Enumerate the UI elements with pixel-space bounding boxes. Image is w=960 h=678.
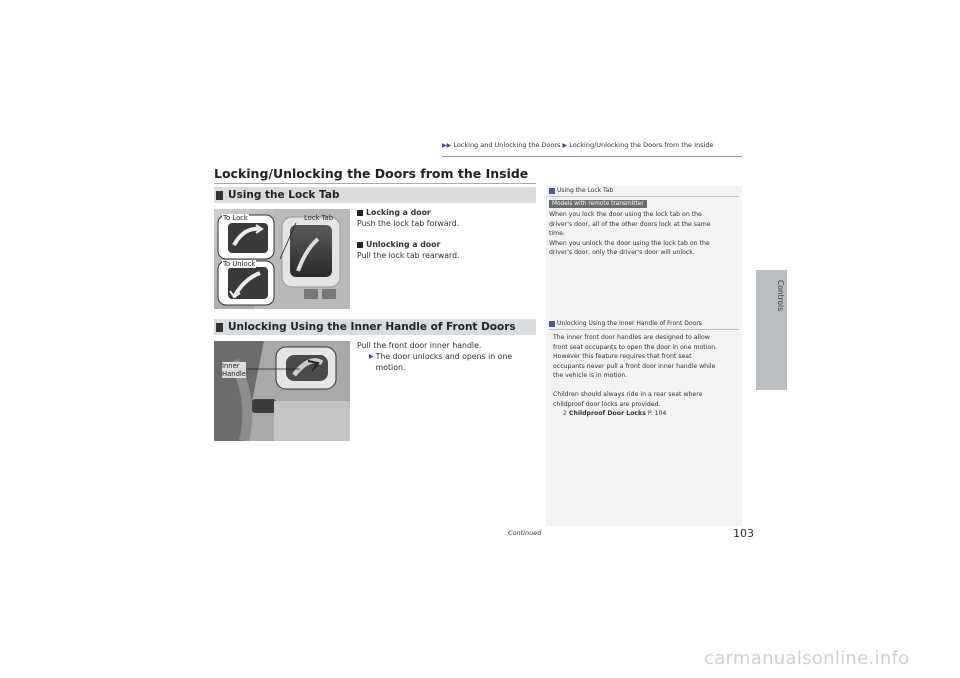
note-body-inner-handle: The inner front door handles are designed to allow front seat occupants to open the door in one motion. However this feature requires that front seat occupants never pull a front door inner handle while the vehicle is in motion. Children should always ride in a rear seat where childproof door locks are provided. 2 Childproof Door Locks P. 104 (549, 333, 739, 419)
note-lock-tab (549, 187, 739, 258)
section-heading-inner-handle (214, 319, 536, 335)
section-heading-text: Unlocking Using the Inner Handle of Front Doors (228, 321, 516, 333)
model-badge: Models with remote transmitter (549, 200, 647, 208)
inner-handle-result: ▶ The door unlocks and opens in one motion. (369, 352, 513, 372)
reference-arrow-icon: 2 (563, 410, 567, 417)
note-icon (549, 188, 555, 194)
note-title-inner-handle: Unlocking Using the Inner Handle of Front Doors (549, 320, 739, 327)
label-to-lock: To Lock (223, 214, 248, 222)
watermark: carmanualsonline.info (704, 648, 910, 669)
note-body-lock-tab: When you lock the door using the lock tab on the driver's door, all of the other doors lock at the same time. When you unlock the door using the lock tab on the driver's door, only the driver's door will unlock. (549, 211, 711, 256)
page-number: 103 (733, 527, 754, 540)
label-lock-tab: Lock Tab (304, 214, 334, 222)
locking-subheading: Locking a door (357, 207, 460, 218)
bullet-square-icon (357, 242, 363, 248)
section-heading-lock-tab (214, 187, 536, 203)
inner-handle-illustration (214, 341, 350, 441)
note-title-lock-tab: Using the Lock Tab (549, 187, 739, 194)
breadcrumb (442, 141, 713, 149)
locking-text: Push the lock tab forward. (357, 219, 460, 228)
page-title: Locking/Unlocking the Doors from the Inside (214, 166, 529, 181)
cross-reference-link[interactable]: 2 Childproof Door Locks P. 104 (563, 410, 667, 417)
note-icon (549, 321, 555, 327)
chapter-tab-label: Controls (776, 280, 785, 312)
locking-instructions (357, 207, 460, 261)
section-heading-text: Using the Lock Tab (228, 189, 340, 201)
lock-tab-illustration (214, 209, 350, 309)
breadcrumb-arrow-icon: ▶▶ (442, 142, 452, 149)
section-marker-icon (216, 191, 223, 200)
result-arrow-icon: ▶ (369, 353, 374, 360)
label-to-unlock: To Unlock (223, 260, 256, 268)
note-rule (549, 196, 739, 197)
bullet-square-icon (357, 210, 363, 216)
breadcrumb-arrow-icon: ▶ (562, 142, 568, 149)
continued-label: Continued (508, 529, 542, 537)
header-rule (442, 156, 742, 157)
breadcrumb-part-2[interactable]: Locking/Unlocking the Doors from the Inside (569, 141, 714, 149)
inner-handle-text: Pull the front door inner handle. (357, 341, 482, 350)
note-rule (549, 329, 739, 330)
section-marker-icon (216, 323, 223, 332)
inner-handle-photo (214, 341, 350, 441)
note-inner-handle (549, 320, 739, 419)
breadcrumb-part-1[interactable]: Locking and Unlocking the Doors (453, 141, 561, 149)
door-lock-photo (214, 209, 350, 309)
inner-handle-instructions (357, 340, 512, 373)
unlocking-text: Pull the lock tab rearward. (357, 251, 460, 260)
title-rule (214, 183, 536, 184)
label-inner-handle: Inner Handle (222, 362, 246, 378)
unlocking-subheading: Unlocking a door (357, 239, 460, 250)
